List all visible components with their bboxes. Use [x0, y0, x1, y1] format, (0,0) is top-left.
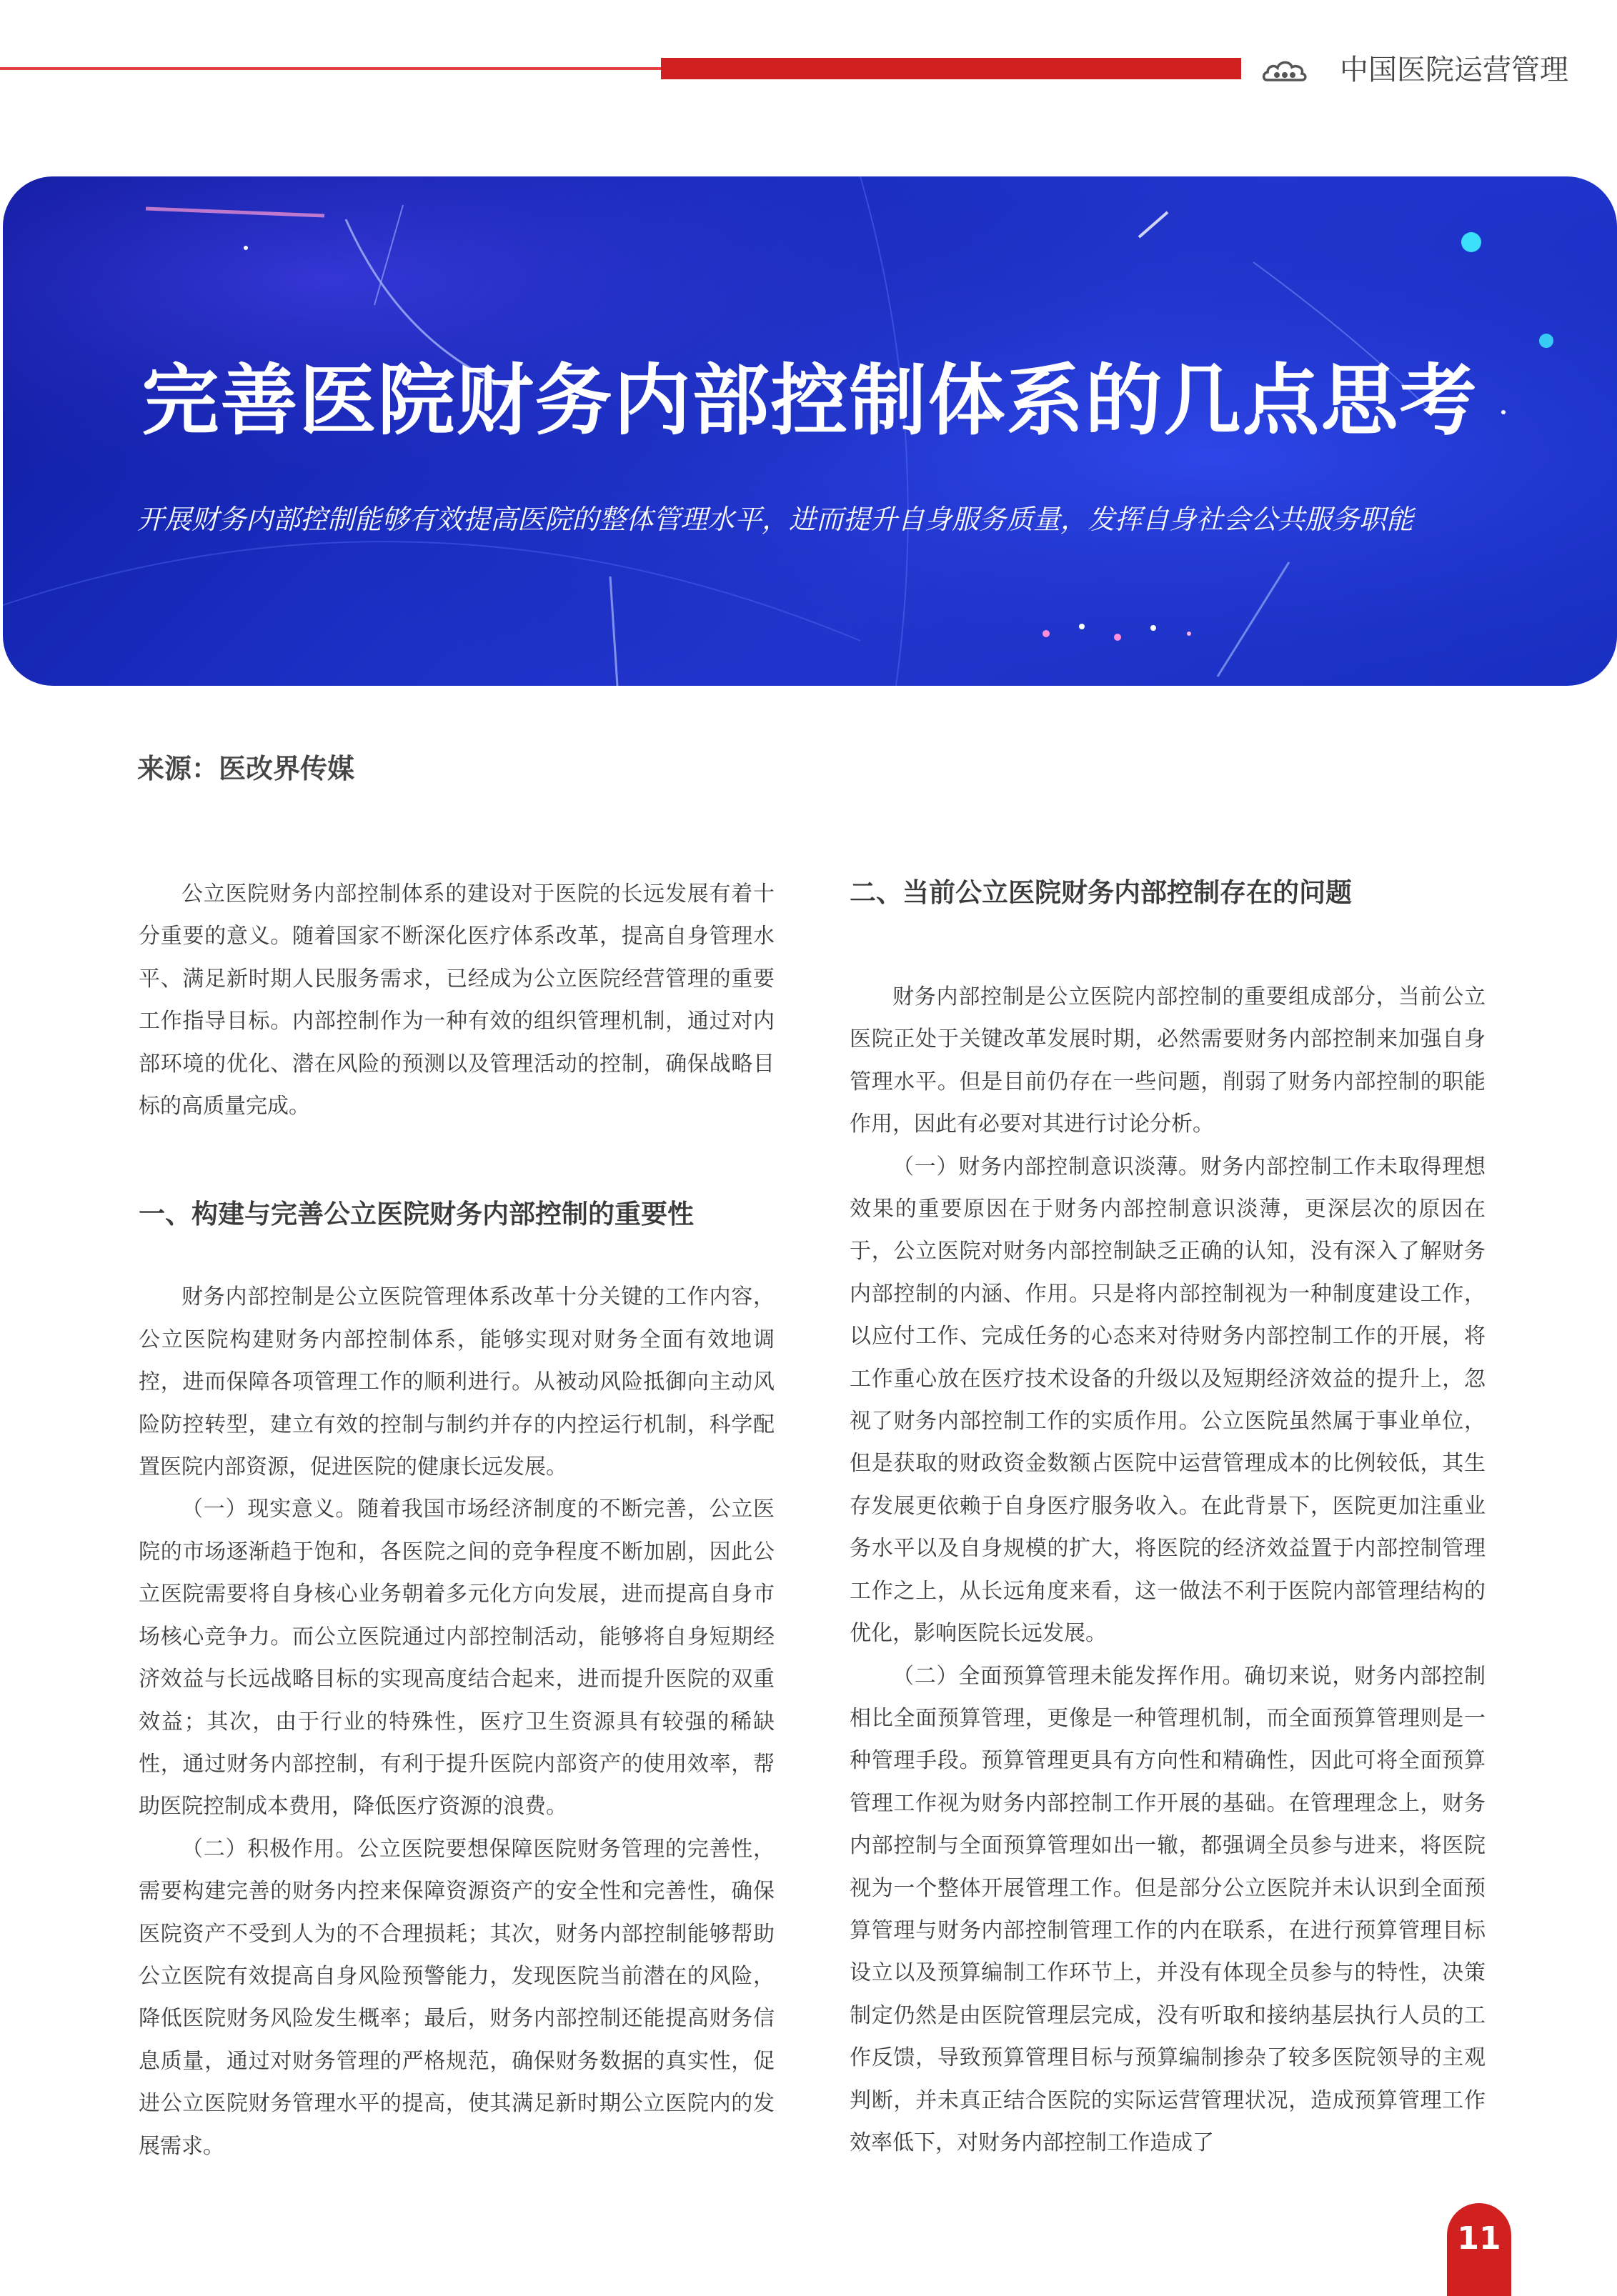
- body-paragraph: （二）积极作用。公立医院要想保障医院财务管理的完善性，需要构建完善的财务内控来保障资源资产的安全性和完善性，确保医院资产不受到人为的不合理损耗；其次，财务内部控制能够帮助公立医院有效提高自身风险预警能力，发现医院当前潜在的风险，降低医院财务风险发生概率；最后，财务内部控制还能提高财务信息质量，通过对财务管理的严格规范，确保财务数据的真实性，促进公立医院财务管理水平的提高，使其满足新时期公立医院内的发展需求。: [139, 1836, 775, 2159]
- intro-paragraph: 公立医院财务内部控制体系的建设对于医院的长远发展有着十分重要的意义。随着国家不断深化医疗体系改革，提高自身管理水平、满足新时期人民服务需求，已经成为公立医院经营管理的重要工作指导目标。内部控制作为一种有效的组织管理机制，通过对内部环境的优化、潜在风险的预测以及管理活动的控制，确保战略目标的高质量完成。: [139, 882, 775, 1119]
- header-rule-accent: [661, 58, 1241, 79]
- cloud-logo-icon: [1261, 54, 1308, 87]
- magazine-name: 中国医院运营管理: [1340, 54, 1568, 86]
- body-paragraph: （一）财务内部控制意识淡薄。财务内部控制工作未取得理想效果的重要原因在于财务内部控制意识淡薄，更深层次的原因在于，公立医院对财务内部控制缺乏正确的认知，没有深入了解财务内部控制的内涵、作用。只是将内部控制视为一种制度建设工作，以应付工作、完成任务的心态来对待财务内部控制工作的开展，将工作重心放在医疗技术设备的升级以及短期经济效益的提升上，忽视了财务内部控制工作的实质作用。公立医院虽然属于事业单位，但是获取的财政资金数额占医院中运营管理成本的比例较低，其生存发展更依赖于自身医疗服务收入。在此背景下，医院更加注重业务水平以及自身规模的扩大，将医院的经济效益置于内部控制管理工作之上，从长远角度来看，这一做法不利于医院内部管理结构的优化，影响医院长远发展。: [850, 1154, 1486, 1647]
- source-line: 来源：医改界传媒: [137, 753, 355, 784]
- body-paragraph: 财务内部控制是公立医院内部控制的重要组成部分，当前公立医院正处于关键改革发展时期，必然需要财务内部控制来加强自身管理水平。但是目前仍存在一些问题，削弱了财务内部控制的职能作用，因此有必要对其进行讨论分析。: [850, 984, 1486, 1137]
- left-column: [139, 873, 775, 2167]
- body-paragraph: （二）全面预算管理未能发挥作用。确切来说，财务内部控制相比全面预算管理，更像是一种管理机制，而全面预算管理则是一种管理手段。预算管理更具有方向性和精确性，因此可将全面预算管理工作视为财务内部控制工作开展的基础。在管理理念上，财务内部控制与全面预算管理如出一辙，都强调全员参与进来，将医院视为一个整体开展管理工作。但是部分公立医院并未认识到全面预算管理与财务内部控制管理工作的内在联系，在进行预算管理目标设立以及预算编制工作环节上，并没有体现全员参与的特性，决策制定仍然是由医院管理层完成，没有听取和接纳基层执行人员的工作反馈，导致预算管理目标与预算编制掺杂了较多医院领导的主观判断，并未真正结合医院的实际运营管理状况，造成预算管理工作效率低下，对财务内部控制工作造成了: [850, 1663, 1486, 2155]
- page-number: 11: [1447, 2203, 1511, 2296]
- right-column: [850, 873, 1486, 2164]
- header-rule-thin: [0, 67, 661, 70]
- title-banner: [3, 176, 1617, 686]
- body-paragraph: （一）现实意义。随着我国市场经济制度的不断完善，公立医院的市场逐渐趋于饱和，各医院之间的竞争程度不断加剧，因此公立医院需要将自身核心业务朝着多元化方向发展，进而提高自身市场核心竞争力。而公立医院通过内部控制活动，能够将自身短期经济效益与长远战略目标的实现高度结合起来，进而提升医院的双重效益；其次，由于行业的特殊性，医疗卫生资源具有较强的稀缺性，通过财务内部控制，有利于提升医院内部资产的使用效率，帮助医院控制成本费用，降低医疗资源的浪费。: [139, 1497, 775, 1820]
- article-subtitle: 开展财务内部控制能够有效提高医院的整体管理水平，进而提升自身服务质量，发挥自身社会公共服务职能: [137, 504, 1414, 535]
- body-paragraph: 财务内部控制是公立医院管理体系改革十分关键的工作内容，公立医院构建财务内部控制体系，能够实现对财务全面有效地调控，进而保障各项管理工作的顺利进行。从被动风险抵御向主动风险防控转型，建立有效的控制与制约并存的内控运行机制，科学配置医院内部资源，促进医院的健康长远发展。: [139, 1284, 775, 1480]
- section-heading-2: 二、当前公立医院财务内部控制存在的问题: [850, 877, 1352, 908]
- section-heading-1: 一、构建与完善公立医院财务内部控制的重要性: [139, 1199, 694, 1230]
- article-title: 完善医院财务内部控制体系的几点思考: [141, 356, 1478, 446]
